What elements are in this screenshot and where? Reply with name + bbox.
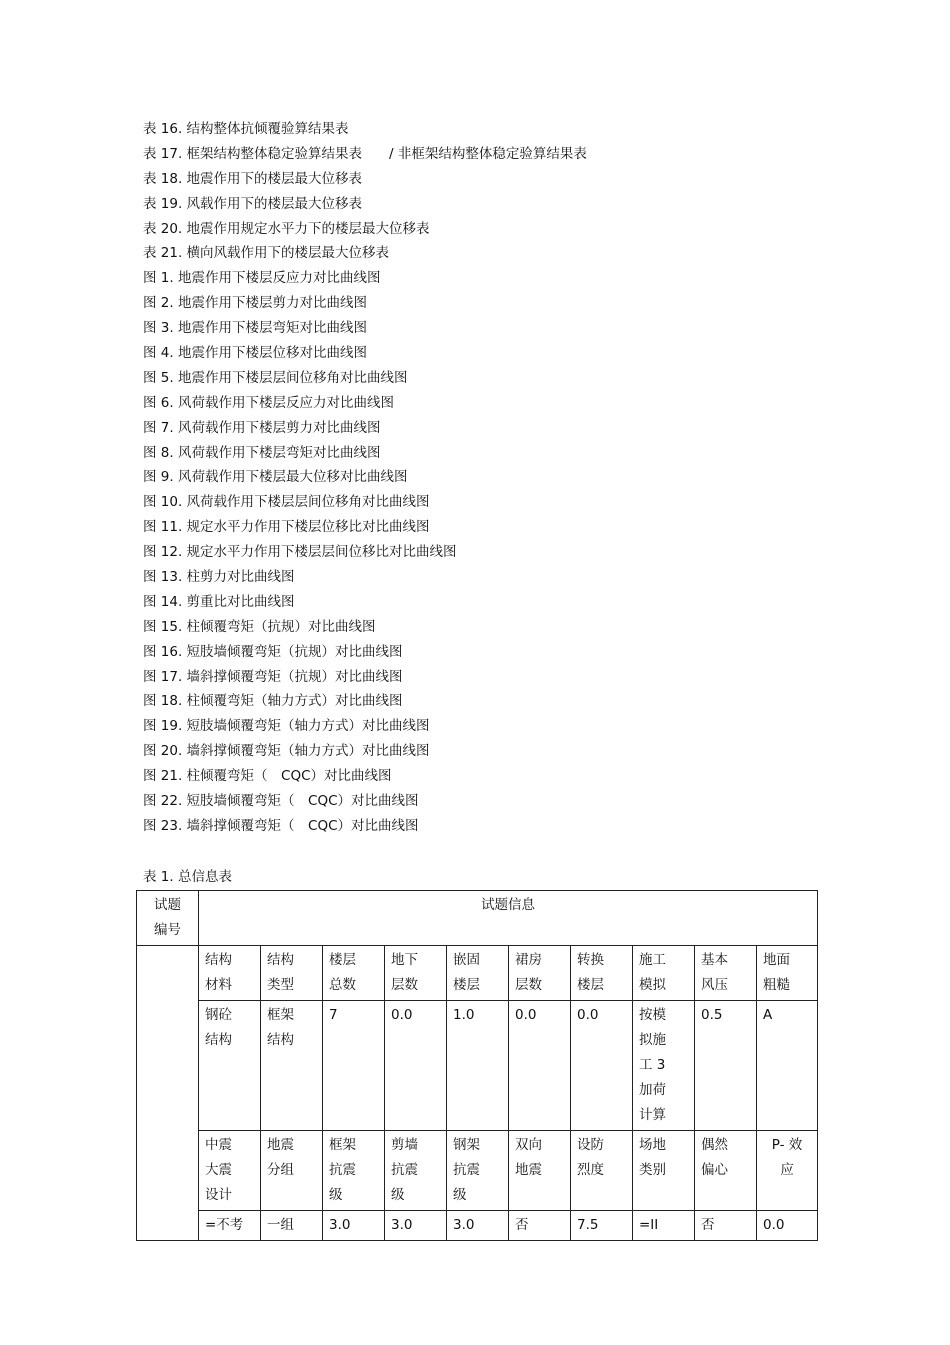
value-cell: 0.0: [571, 1001, 633, 1131]
toc-item: 图 11. 规定水平力作用下楼层位移比对比曲线图: [143, 519, 430, 536]
toc-item: 图 1. 地震作用下楼层反应力对比曲线图: [143, 270, 381, 287]
value-cell: 1.0: [447, 1001, 509, 1131]
value-cell: 按模 拟施 工 3 加荷 计算: [633, 1001, 695, 1131]
toc-item: 图 4. 地震作用下楼层位移对比曲线图: [143, 345, 367, 362]
value-cell: 0.0: [509, 1001, 571, 1131]
toc-item: 图 17. 墙斜撑倾覆弯矩（抗规）对比曲线图: [143, 668, 403, 685]
value-cell: =不考: [199, 1211, 261, 1241]
toc-item: 图 9. 风荷载作用下楼层最大位移对比曲线图: [143, 469, 408, 486]
toc-item: 图 19. 短肢墙倾覆弯矩（轴力方式）对比曲线图: [143, 718, 430, 735]
value-cell: 框架 结构: [261, 1001, 323, 1131]
toc-item: 图 21. 柱倾覆弯矩（ CQC）对比曲线图: [143, 768, 392, 785]
header-cell: 设防 烈度: [571, 1131, 633, 1211]
toc-list: [143, 117, 843, 839]
toc-item: 图 12. 规定水平力作用下楼层层间位移比对比曲线图: [143, 544, 457, 561]
header-cell: 裙房 层数: [509, 946, 571, 1001]
table-row: [137, 1131, 818, 1211]
value-cell: 钢砼 结构: [199, 1001, 261, 1131]
table-row: [137, 1001, 818, 1131]
test-id-cell: [137, 946, 199, 1241]
toc-item: 图 5. 地震作用下楼层层间位移角对比曲线图: [143, 369, 408, 386]
toc-item: 图 7. 风荷载作用下楼层剪力对比曲线图: [143, 419, 381, 436]
value-cell: 否: [509, 1211, 571, 1241]
toc-item: 图 8. 风荷载作用下楼层弯矩对比曲线图: [143, 444, 381, 461]
header-cell: 中震 大震 设计: [199, 1131, 261, 1211]
toc-item: 表 19. 风载作用下的楼层最大位移表: [143, 195, 363, 212]
header-test-id: 试题 编号: [137, 891, 199, 946]
header-test-info: 试题信息: [199, 891, 818, 946]
header-cell: 双向 地震: [509, 1131, 571, 1211]
toc-item: 图 22. 短肢墙倾覆弯矩（ CQC）对比曲线图: [143, 793, 419, 810]
header-cell: 地下 层数: [385, 946, 447, 1001]
value-cell: 3.0: [323, 1211, 385, 1241]
toc-item: 图 3. 地震作用下楼层弯矩对比曲线图: [143, 320, 367, 337]
toc-item: 表 17. 框架结构整体稳定验算结果表 / 非框架结构整体稳定验算结果表: [143, 145, 587, 162]
toc-item: 图 10. 风荷载作用下楼层层间位移角对比曲线图: [143, 494, 430, 511]
toc-item: 表 18. 地震作用下的楼层最大位移表: [143, 170, 363, 187]
header-cell: 结构 材料: [199, 946, 261, 1001]
toc-item: 表 16. 结构整体抗倾覆验算结果表: [143, 121, 349, 137]
value-cell: A: [757, 1001, 818, 1131]
header-cell: 转换 楼层: [571, 946, 633, 1001]
header-cell: 钢架 抗震 级: [447, 1131, 509, 1211]
value-cell: 0.0: [757, 1211, 818, 1241]
header-cell: 地面 粗糙: [757, 946, 818, 1001]
table-header-row: [137, 891, 818, 946]
value-cell: =II: [633, 1211, 695, 1241]
value-cell: 3.0: [385, 1211, 447, 1241]
table-row: [137, 946, 818, 1001]
toc-item: 图 6. 风荷载作用下楼层反应力对比曲线图: [143, 394, 394, 411]
value-cell: 一组: [261, 1211, 323, 1241]
value-cell: 否: [695, 1211, 757, 1241]
toc-item: 图 2. 地震作用下楼层剪力对比曲线图: [143, 295, 367, 312]
value-cell: 0.5: [695, 1001, 757, 1131]
header-cell: 剪墙 抗震 级: [385, 1131, 447, 1211]
toc-item: 图 23. 墙斜撑倾覆弯矩（ CQC）对比曲线图: [143, 817, 419, 834]
toc-item: 图 20. 墙斜撑倾覆弯矩（轴力方式）对比曲线图: [143, 743, 430, 760]
header-cell: 嵌固 楼层: [447, 946, 509, 1001]
value-cell: 7: [323, 1001, 385, 1131]
toc-item: 表 20. 地震作用规定水平力下的楼层最大位移表: [143, 220, 430, 237]
value-cell: 7.5: [571, 1211, 633, 1241]
value-cell: 0.0: [385, 1001, 447, 1131]
header-cell: 场地 类别: [633, 1131, 695, 1211]
header-cell: 框架 抗震 级: [323, 1131, 385, 1211]
toc-item: 图 14. 剪重比对比曲线图: [143, 593, 295, 610]
general-info-table: [136, 890, 818, 1241]
toc-item: 图 15. 柱倾覆弯矩（抗规）对比曲线图: [143, 618, 376, 635]
header-cell: 基本 风压: [695, 946, 757, 1001]
header-cell: 施工 模拟: [633, 946, 695, 1001]
toc-item: 表 21. 横向风载作用下的楼层最大位移表: [143, 245, 390, 262]
toc-item: 图 18. 柱倾覆弯矩（轴力方式）对比曲线图: [143, 693, 403, 710]
toc-item: 图 13. 柱剪力对比曲线图: [143, 569, 295, 586]
header-cell: 结构 类型: [261, 946, 323, 1001]
toc-item: 图 16. 短肢墙倾覆弯矩（抗规）对比曲线图: [143, 643, 403, 660]
header-cell: 地震 分组: [261, 1131, 323, 1211]
header-cell: P- 效 应: [757, 1131, 818, 1211]
value-cell: 3.0: [447, 1211, 509, 1241]
table-caption: 表 1. 总信息表: [143, 869, 232, 885]
table-row: [137, 1211, 818, 1241]
header-cell: 偶然 偏心: [695, 1131, 757, 1211]
header-cell: 楼层 总数: [323, 946, 385, 1001]
